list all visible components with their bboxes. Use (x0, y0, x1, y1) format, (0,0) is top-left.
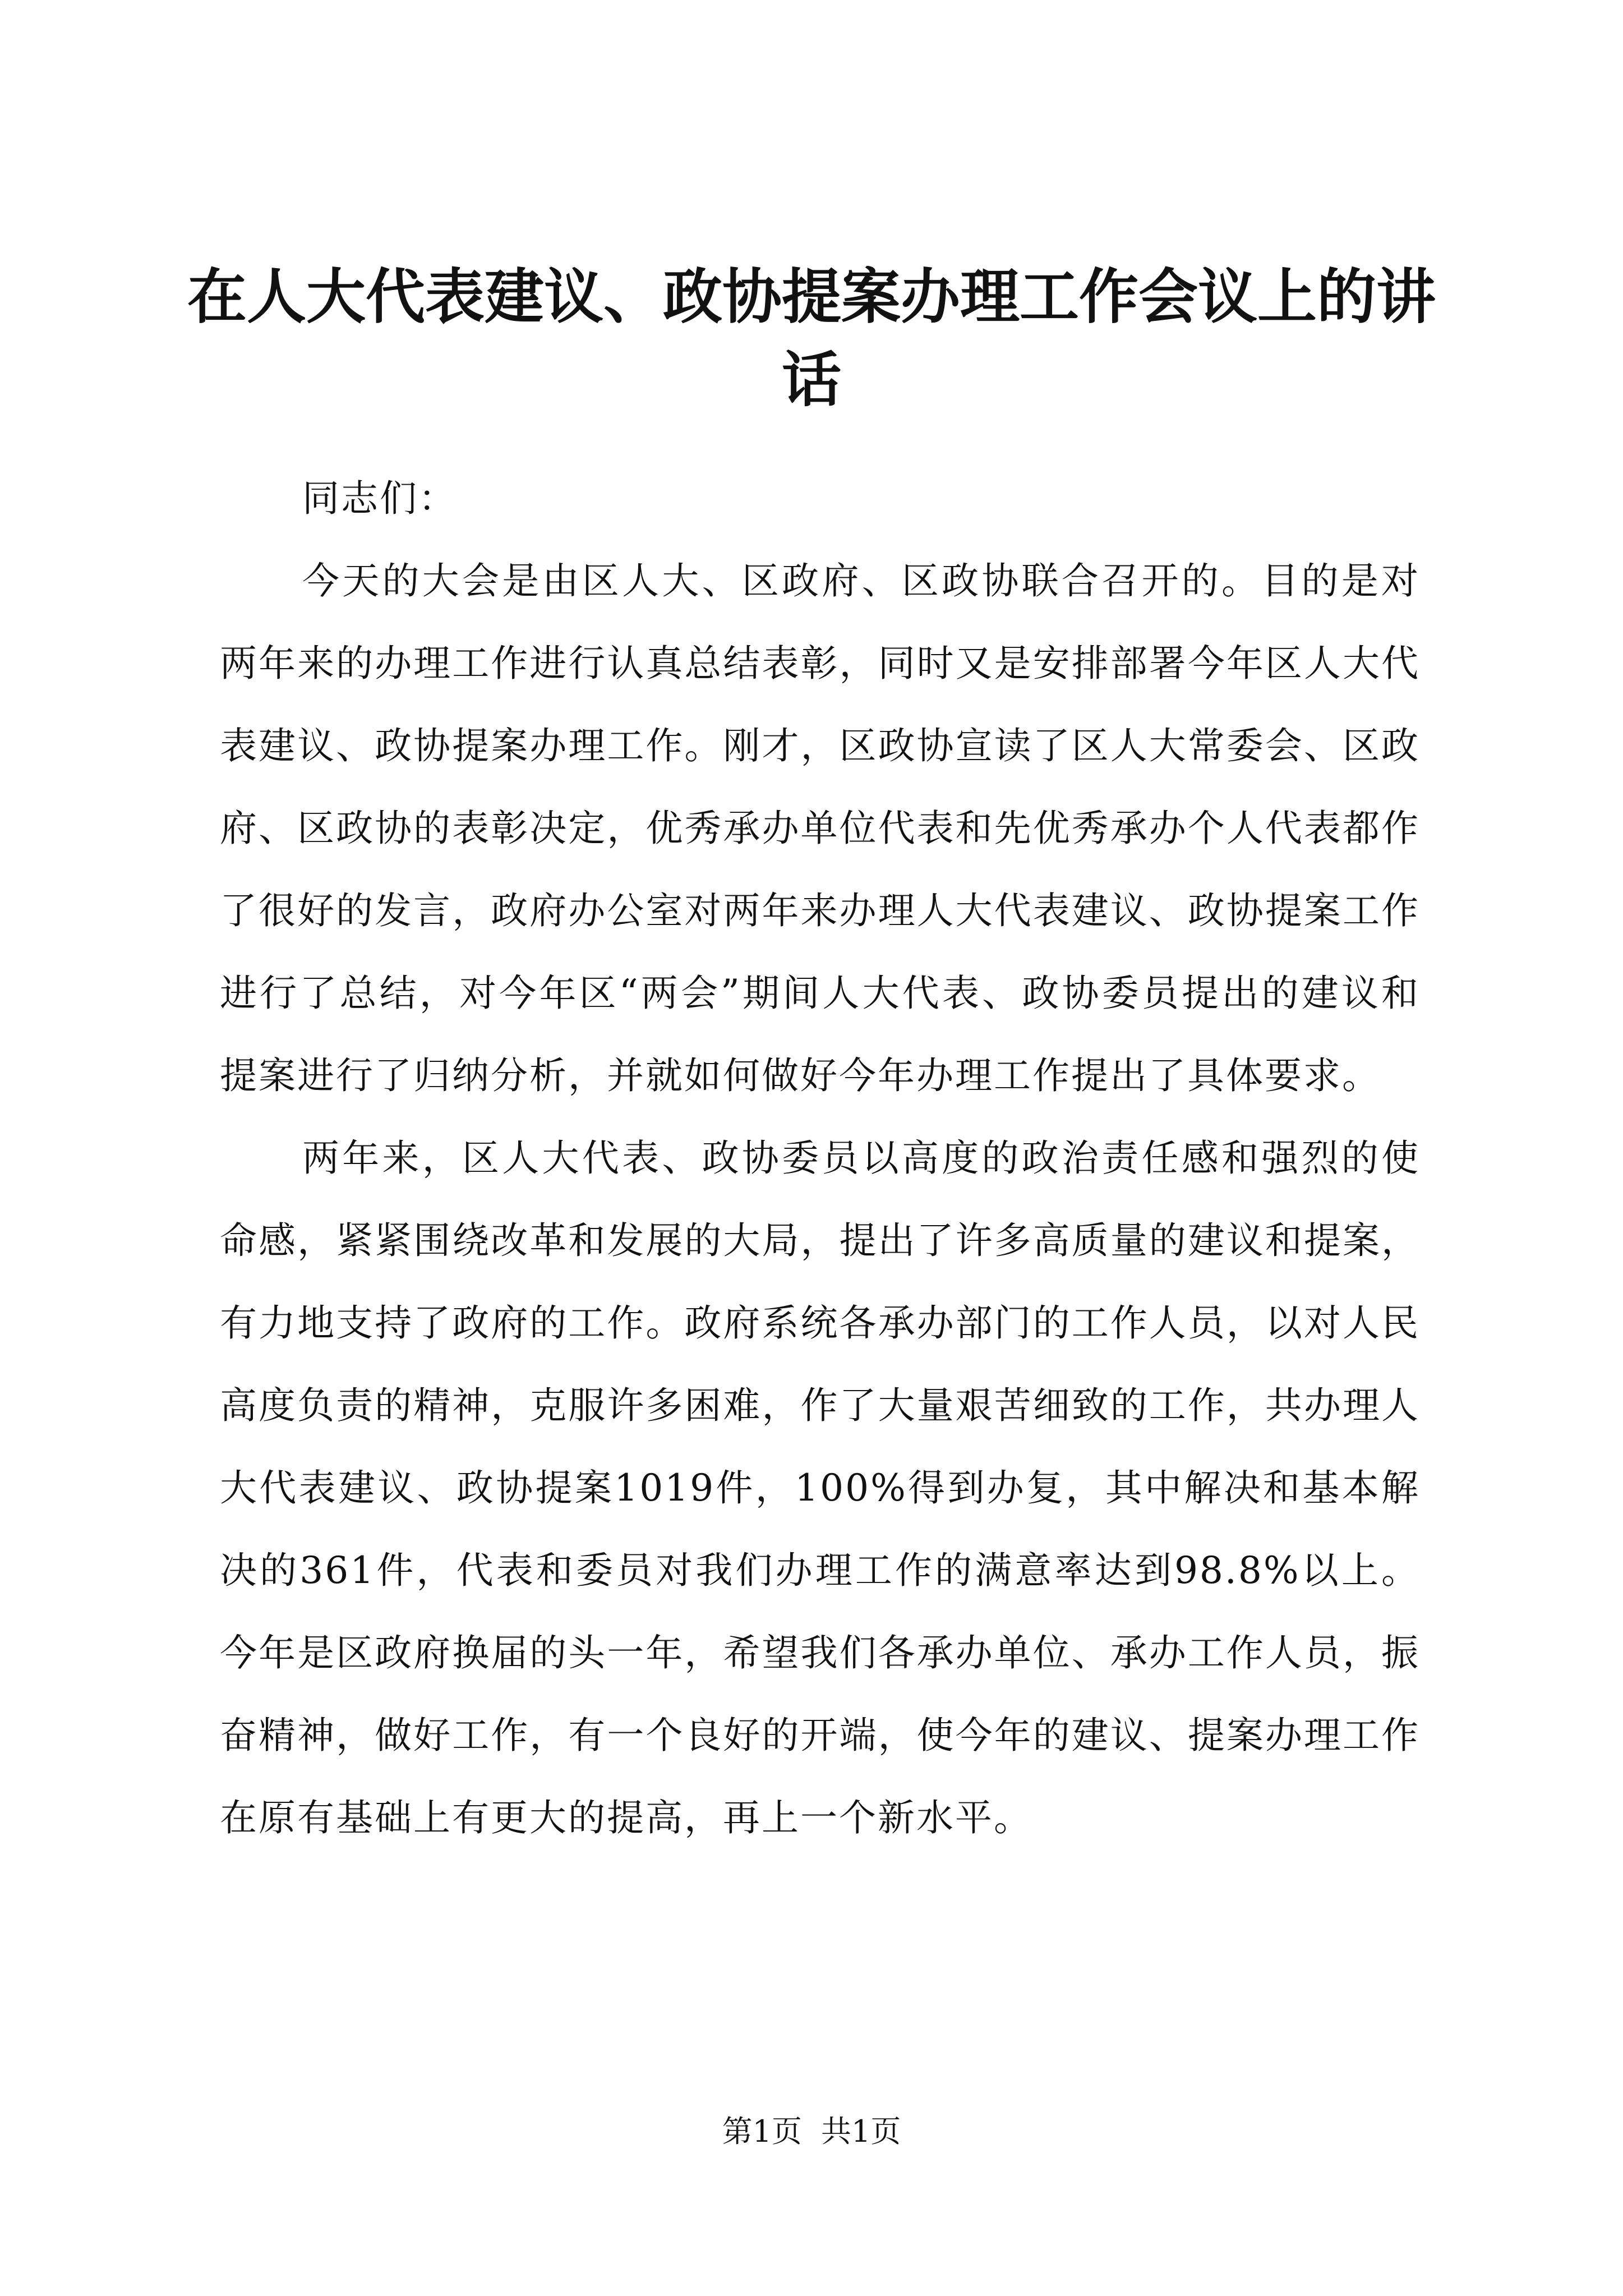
document-title: 在人大代表建议、政协提案办理工作会议上的讲话 (187, 261, 1436, 415)
salutation: 同志们： (302, 477, 457, 520)
paragraph-1: 今天的大会是由区人大、区政府、区政协联合召开的。目的是对两年来的办理工作进行认真总结表彰，同时又是安排部署今年区人大代表建议、政协提案办理工作。刚才，区政协宣读了区人大常委会、区政府、区政协的表彰决定，优秀承办单位代表和先优秀承办个人代表都作了很好的发言，政府办公室对两年来办理人大代表建议、政协提案工作进行了总结，对今年区“两会”期间人大代表、政协委员提出的建议和提案进行了归纳分析，并就如何做好今年办理工作提出了具体要求。 (220, 559, 1420, 1097)
paragraph-2: 两年来，区人大代表、政协委员以高度的政治责任感和强烈的使命感，紧紧围绕改革和发展的大局，提出了许多高质量的建议和提案，有力地支持了政府的工作。政府系统各承办部门的工作人员，以对人民高度负责的精神，克服许多困难，作了大量艰苦细致的工作，共办理人大代表建议、政协提案1019件，100%得到办复，其中解决和基本解决的361件，代表和委员对我们办理工作的满意率达到98.8%以上。今年是区政府换届的头一年，希望我们各承办单位、承办工作人员，振奋精神，做好工作，有一个良好的开端，使今年的建议、提案办理工作在原有基础上有更大的提高，再上一个新水平。 (220, 1137, 1420, 1839)
page-number-total: 共1页 (821, 2114, 901, 2149)
document-body (220, 457, 1420, 1859)
page-footer (0, 2112, 1623, 2151)
page-number-current: 第1页 (722, 2114, 802, 2149)
